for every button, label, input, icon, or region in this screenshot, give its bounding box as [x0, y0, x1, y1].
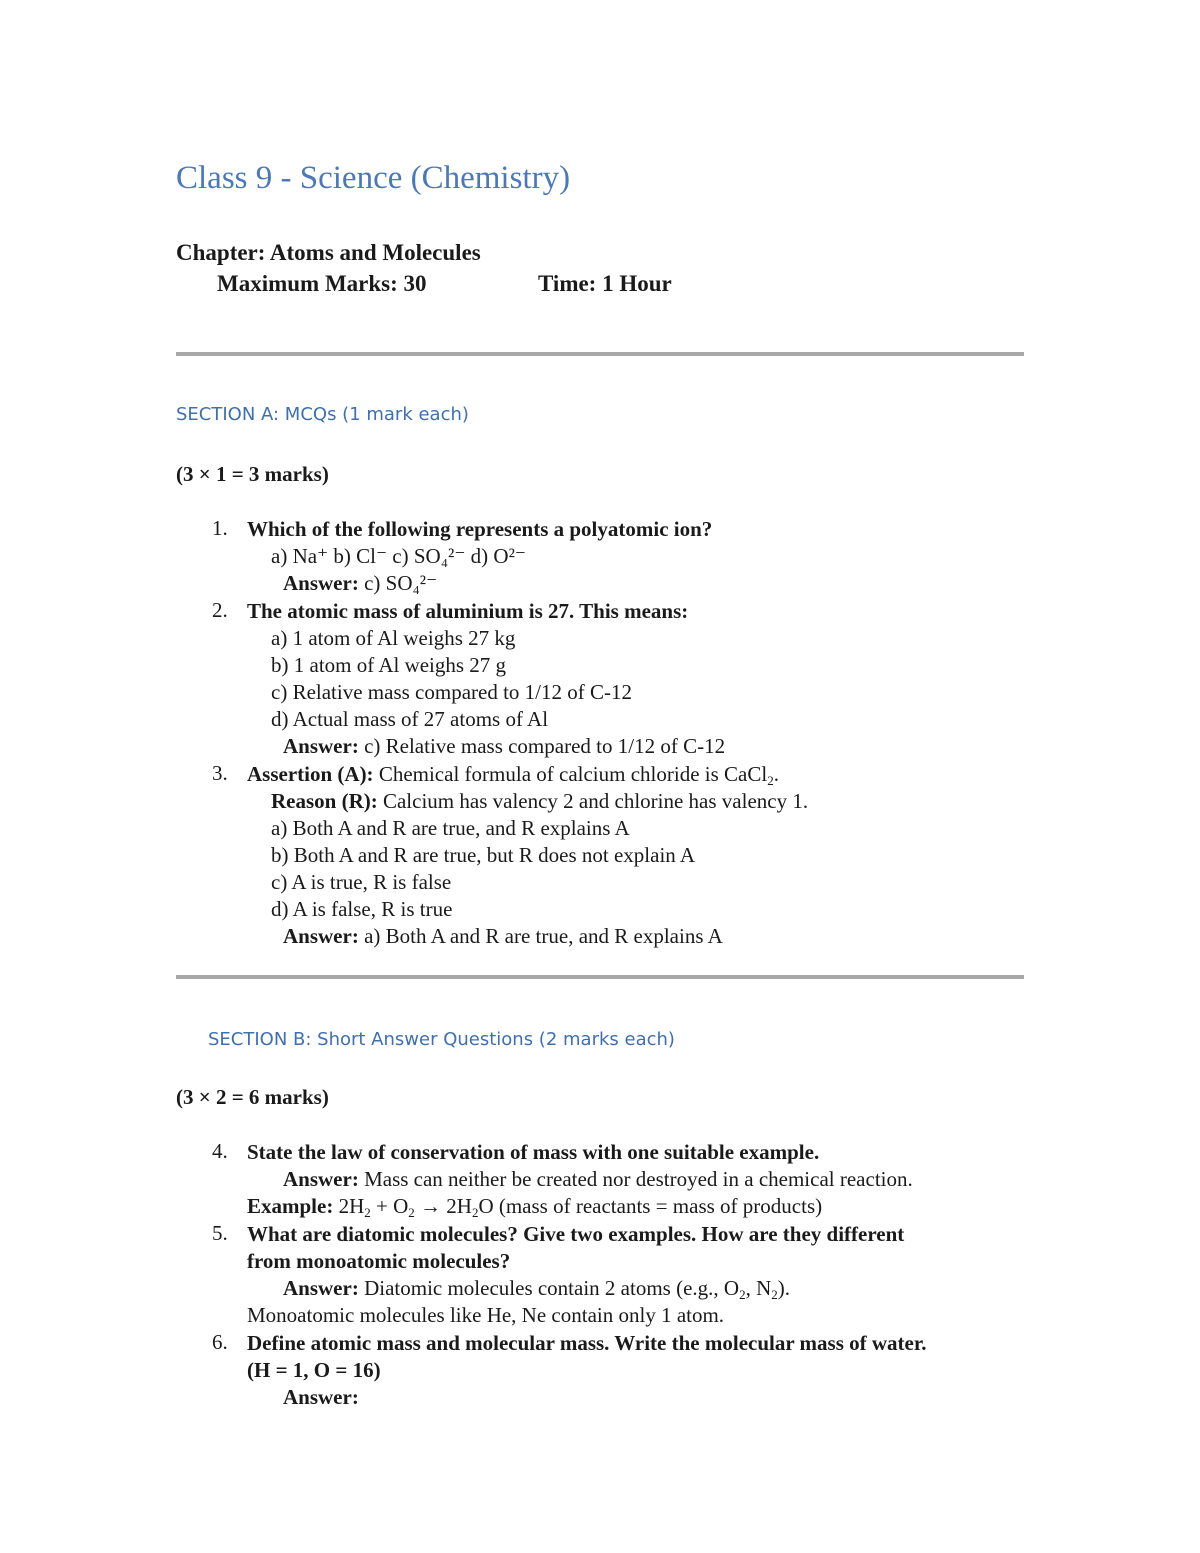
option-d: d) A is false, R is true: [271, 897, 453, 921]
question-number: 4.: [212, 1139, 228, 1163]
question-number: 3.: [212, 761, 228, 785]
section-b-marks: (3 × 2 = 6 marks): [176, 1085, 329, 1109]
example-line: Example: $2H_2 + O_2 \to 2H_2O$ (mass of reactants = mass of products): [247, 1194, 823, 1220]
question-text-cont: from monoatomic molecules?: [247, 1249, 511, 1273]
divider: [176, 975, 1024, 979]
option-a: a) Both A and R are true, and R explains A: [271, 816, 630, 840]
section-b-heading: SECTION B: Short Answer Questions (2 marks each): [208, 1029, 675, 1050]
divider: [176, 352, 1024, 356]
question-number: 2.: [212, 598, 228, 622]
answer-line: Answer: Diatomic molecules contain 2 atoms (e.g., $O_2$, $N_2$).: [283, 1276, 790, 1302]
answer-line: Answer: a) Both A and R are true, and R explains A: [283, 924, 723, 948]
option-c: c) Relative mass compared to 1/12 of C-12: [271, 680, 632, 704]
max-marks-label: Maximum Marks: 30: [217, 271, 427, 296]
question-text: Which of the following represents a polyatomic ion?: [247, 517, 713, 541]
chapter-label: Chapter: Atoms and Molecules: [176, 240, 481, 265]
question-number: 1.: [212, 516, 228, 540]
time-label: Time: 1 Hour: [538, 271, 672, 296]
question-number: 5.: [212, 1221, 228, 1245]
answer-line: Answer:: [283, 1385, 359, 1409]
page-title: Class 9 - Science (Chemistry): [176, 160, 571, 196]
answer-line: Answer: Mass can neither be created nor destroyed in a chemical reaction.: [283, 1167, 913, 1191]
answer-line: Answer: c) Relative mass compared to 1/12 of C-12: [283, 734, 726, 758]
options-line: a) Na⁺ b) Cl⁻ c) SO₄²⁻ d) O²⁻: [271, 544, 526, 568]
section-a-marks: (3 × 1 = 3 marks): [176, 462, 329, 486]
question-text: The atomic mass of aluminium is 27. This means:: [247, 599, 689, 623]
question-text: What are diatomic molecules? Give two examples. How are they different: [247, 1222, 905, 1246]
answer-cont: Monoatomic molecules like He, Ne contain only 1 atom.: [247, 1303, 725, 1327]
option-b: b) Both A and R are true, but R does not explain A: [271, 843, 696, 867]
answer-line: Answer: c) SO₄²⁻: [283, 571, 438, 595]
option-a: a) 1 atom of Al weighs 27 kg: [271, 626, 516, 650]
assertion-line: Assertion (A): Chemical formula of calcium chloride is CaCl$_2$.: [247, 762, 779, 788]
question-text-cont: (H = 1, O = 16): [247, 1358, 381, 1382]
section-a-heading: SECTION A: MCQs (1 mark each): [176, 404, 469, 425]
option-b: b) 1 atom of Al weighs 27 g: [271, 653, 507, 677]
question-text: State the law of conservation of mass with one suitable example.: [247, 1140, 820, 1164]
question-number: 6.: [212, 1330, 228, 1354]
question-text: Define atomic mass and molecular mass. Write the molecular mass of water.: [247, 1331, 927, 1355]
option-c: c) A is true, R is false: [271, 870, 452, 894]
reason-line: Reason (R): Calcium has valency 2 and chlorine has valency 1.: [271, 789, 809, 813]
option-d: d) Actual mass of 27 atoms of Al: [271, 707, 549, 731]
